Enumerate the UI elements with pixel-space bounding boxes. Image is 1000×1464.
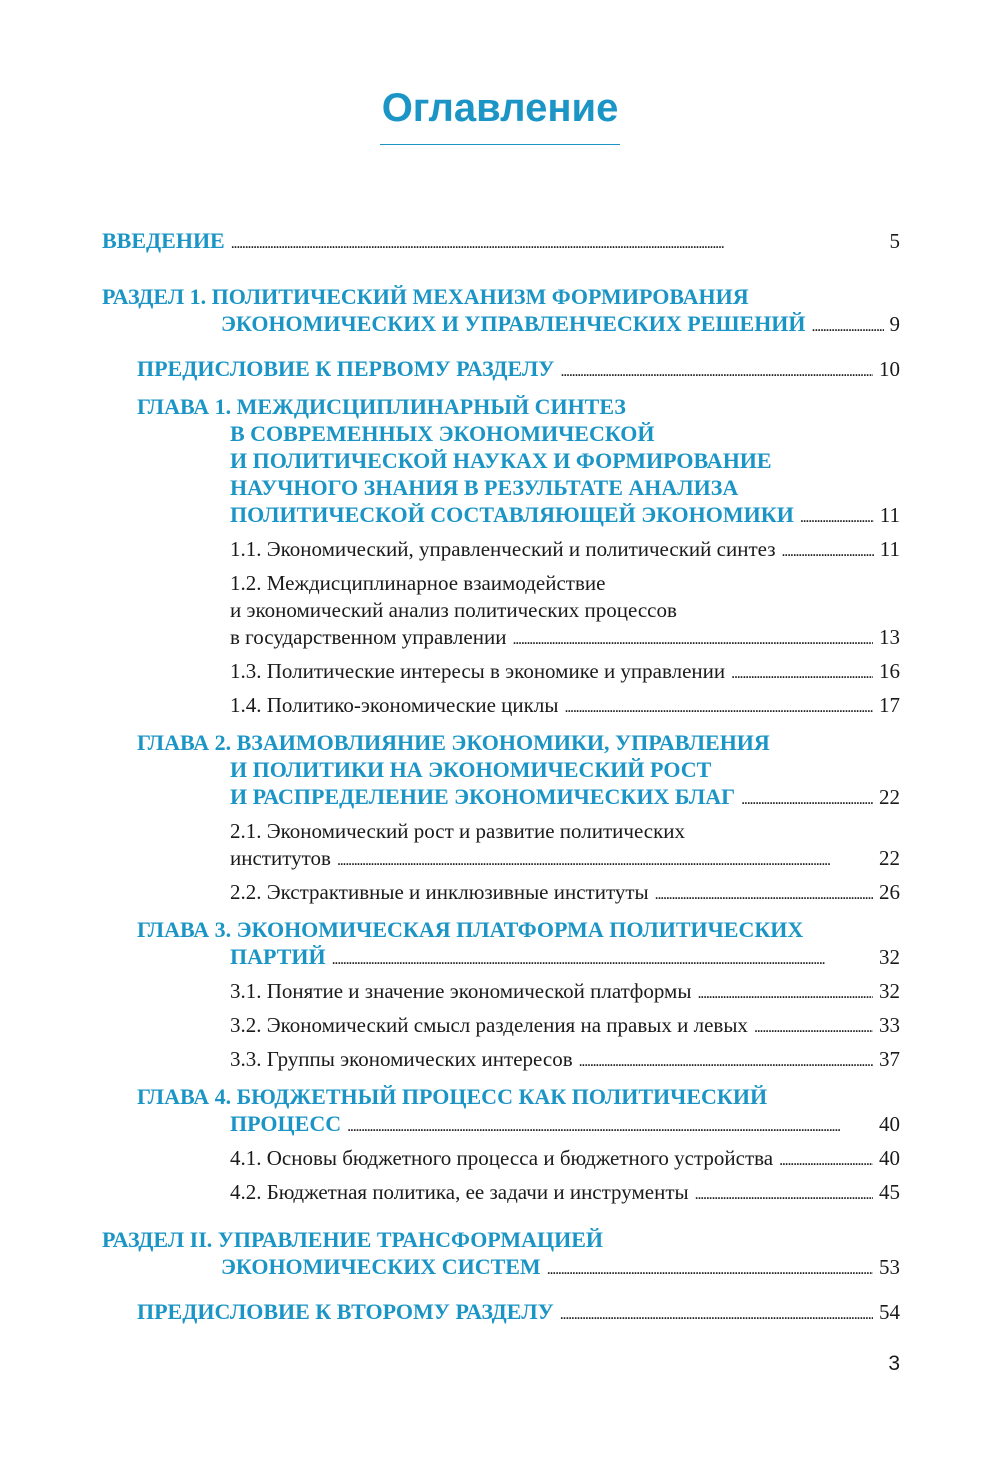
toc-entry-label: ПРОЦЕСС bbox=[230, 1111, 342, 1136]
toc-page-number: 33 bbox=[879, 1013, 900, 1037]
toc-entry-ch1[interactable] bbox=[230, 502, 900, 528]
toc-entry-s1-2[interactable] bbox=[230, 625, 900, 650]
dot-leader bbox=[512, 625, 873, 650]
toc-entry-s4-2[interactable] bbox=[230, 1180, 900, 1205]
dot-leader bbox=[779, 1146, 873, 1171]
toc-page-number: 17 bbox=[879, 693, 900, 717]
toc-page-number: 5 bbox=[889, 229, 900, 253]
dot-leader bbox=[741, 784, 873, 810]
toc-entry-part1[interactable] bbox=[221, 311, 900, 337]
toc-entry-label: 1.1. Экономический, управленческий и политический синтез bbox=[230, 537, 776, 561]
toc-entry-label: 3.3. Группы экономических интересов bbox=[230, 1047, 573, 1071]
dot-leader bbox=[231, 228, 884, 254]
toc-ch1-line4[interactable]: НАУЧНОГО ЗНАНИЯ В РЕЗУЛЬТАТЕ АНАЛИЗА bbox=[230, 475, 739, 500]
toc-entry-ch2[interactable] bbox=[230, 784, 900, 810]
toc-entry-label: 3.1. Понятие и значение экономической платформы bbox=[230, 979, 692, 1003]
dot-leader bbox=[332, 944, 873, 970]
toc-entry-s3-1[interactable] bbox=[230, 979, 900, 1004]
dot-leader bbox=[782, 537, 874, 562]
toc-page-number: 37 bbox=[879, 1047, 900, 1071]
toc-page-number: 32 bbox=[879, 979, 900, 1003]
dot-leader bbox=[695, 1180, 873, 1205]
toc-entry-s1-1[interactable] bbox=[230, 537, 900, 562]
toc-s2-1-line1[interactable]: 2.1. Экономический рост и развитие политических bbox=[230, 819, 686, 843]
toc-entry-label: ЭКОНОМИЧЕСКИХ СИСТЕМ bbox=[221, 1254, 541, 1279]
toc-entry-label: ВВЕДЕНИЕ bbox=[102, 228, 225, 253]
toc-entry-label: 1.3. Политические интересы в экономике и управлении bbox=[230, 659, 726, 683]
toc-entry-label: 1.4. Политико-экономические циклы bbox=[230, 693, 559, 717]
dot-leader bbox=[697, 979, 873, 1004]
toc-entry-ch3[interactable] bbox=[230, 944, 900, 970]
toc-part1-line1[interactable]: РАЗДЕЛ 1. ПОЛИТИЧЕСКИЙ МЕХАНИЗМ ФОРМИРОВАНИЯ bbox=[102, 284, 749, 309]
toc-page-number: 54 bbox=[879, 1300, 900, 1324]
toc-ch1-line2[interactable]: В СОВРЕМЕННЫХ ЭКОНОМИЧЕСКОЙ bbox=[230, 421, 655, 446]
toc-entry-ch4[interactable] bbox=[230, 1111, 900, 1137]
toc-entry-preface1[interactable] bbox=[137, 356, 900, 382]
toc-ch2-line1[interactable]: ГЛАВА 2. ВЗАИМОВЛИЯНИЕ ЭКОНОМИКИ, УПРАВЛЕНИЯ bbox=[137, 730, 770, 755]
toc-entry-intro[interactable] bbox=[102, 228, 900, 254]
toc-entry-s4-1[interactable] bbox=[230, 1146, 900, 1171]
toc-entry-label: институтов bbox=[230, 846, 331, 870]
title-underline bbox=[380, 144, 620, 145]
page-title: Оглавление bbox=[381, 86, 619, 130]
toc-page-number: 16 bbox=[879, 659, 900, 683]
toc-entry-label: 2.2. Экстрактивные и инклюзивные институты bbox=[230, 880, 649, 904]
dot-leader bbox=[812, 311, 884, 337]
toc-entry-s3-2[interactable] bbox=[230, 1013, 900, 1038]
toc-entry-label: И РАСПРЕДЕЛЕНИЕ ЭКОНОМИЧЕСКИХ БЛАГ bbox=[230, 784, 736, 809]
dot-leader bbox=[655, 880, 873, 905]
toc-page-number: 53 bbox=[879, 1255, 900, 1279]
toc-page-number: 32 bbox=[879, 945, 900, 969]
dot-leader bbox=[754, 1013, 873, 1038]
dot-leader bbox=[731, 659, 873, 684]
toc-page-number: 40 bbox=[879, 1146, 900, 1170]
toc-entry-s1-3[interactable] bbox=[230, 659, 900, 684]
toc-entry-label: ПАРТИЙ bbox=[230, 944, 326, 969]
toc-ch3-line1[interactable]: ГЛАВА 3. ЭКОНОМИЧЕСКАЯ ПЛАТФОРМА ПОЛИТИЧЕСКИХ bbox=[137, 917, 804, 942]
toc-page-number: 22 bbox=[879, 846, 900, 870]
toc-ch4-line1[interactable]: ГЛАВА 4. БЮДЖЕТНЫЙ ПРОЦЕСС КАК ПОЛИТИЧЕСКИЙ bbox=[137, 1084, 768, 1109]
toc-s1-2-line2[interactable]: и экономический анализ политических процессов bbox=[230, 598, 677, 622]
toc-page-number: 45 bbox=[879, 1180, 900, 1204]
toc-entry-label: ЭКОНОМИЧЕСКИХ И УПРАВЛЕНЧЕСКИХ РЕШЕНИЙ bbox=[221, 311, 806, 336]
toc-page-number: 13 bbox=[879, 625, 900, 649]
toc-page-number: 40 bbox=[879, 1112, 900, 1136]
toc-page-number: 9 bbox=[889, 312, 900, 336]
dot-leader bbox=[547, 1254, 873, 1280]
toc-page-number: 26 bbox=[879, 880, 900, 904]
toc-part2-line1[interactable]: РАЗДЕЛ II. УПРАВЛЕНИЕ ТРАНСФОРМАЦИЕЙ bbox=[102, 1227, 603, 1252]
toc-entry-label: ПРЕДИСЛОВИЕ К ПЕРВОМУ РАЗДЕЛУ bbox=[137, 356, 555, 381]
toc-entry-s2-1[interactable] bbox=[230, 846, 900, 871]
toc-s1-2-line1[interactable]: 1.2. Междисциплинарное взаимодействие bbox=[230, 571, 606, 595]
dot-leader bbox=[347, 1111, 873, 1137]
toc-ch1-line1[interactable]: ГЛАВА 1. МЕЖДИСЦИПЛИНАРНЫЙ СИНТЕЗ bbox=[137, 394, 626, 419]
toc-entry-s3-3[interactable] bbox=[230, 1047, 900, 1072]
toc-entry-part2[interactable] bbox=[221, 1254, 900, 1280]
toc-entry-label: ПРЕДИСЛОВИЕ К ВТОРОМУ РАЗДЕЛУ bbox=[137, 1299, 554, 1324]
toc-entry-label: 3.2. Экономический смысл разделения на правых и левых bbox=[230, 1013, 748, 1037]
toc-entry-s2-2[interactable] bbox=[230, 880, 900, 905]
toc-page-number: 22 bbox=[879, 785, 900, 809]
toc-entry-label: 4.1. Основы бюджетного процесса и бюджетного устройства bbox=[230, 1146, 774, 1170]
dot-leader bbox=[564, 693, 873, 718]
toc-page-number: 10 bbox=[879, 357, 900, 381]
toc-page-number: 11 bbox=[879, 503, 900, 527]
toc-entry-label: 4.2. Бюджетная политика, ее задачи и инструменты bbox=[230, 1180, 689, 1204]
toc-entry-label: в государственном управлении bbox=[230, 625, 507, 649]
dot-leader bbox=[337, 846, 873, 871]
toc-entry-s1-4[interactable] bbox=[230, 693, 900, 718]
toc-ch2-line2[interactable]: И ПОЛИТИКИ НА ЭКОНОМИЧЕСКИЙ РОСТ bbox=[230, 757, 712, 782]
dot-leader bbox=[560, 356, 873, 382]
toc-page-number: 11 bbox=[879, 537, 900, 561]
toc-ch1-line3[interactable]: И ПОЛИТИЧЕСКОЙ НАУКАХ И ФОРМИРОВАНИЕ bbox=[230, 448, 772, 473]
toc-entry-label: ПОЛИТИЧЕСКОЙ СОСТАВЛЯЮЩЕЙ ЭКОНОМИКИ bbox=[230, 502, 794, 527]
toc-entry-preface2[interactable] bbox=[137, 1299, 900, 1325]
dot-leader bbox=[560, 1299, 873, 1325]
page-number: 3 bbox=[888, 1352, 900, 1375]
dot-leader bbox=[800, 502, 874, 528]
dot-leader bbox=[579, 1047, 873, 1072]
